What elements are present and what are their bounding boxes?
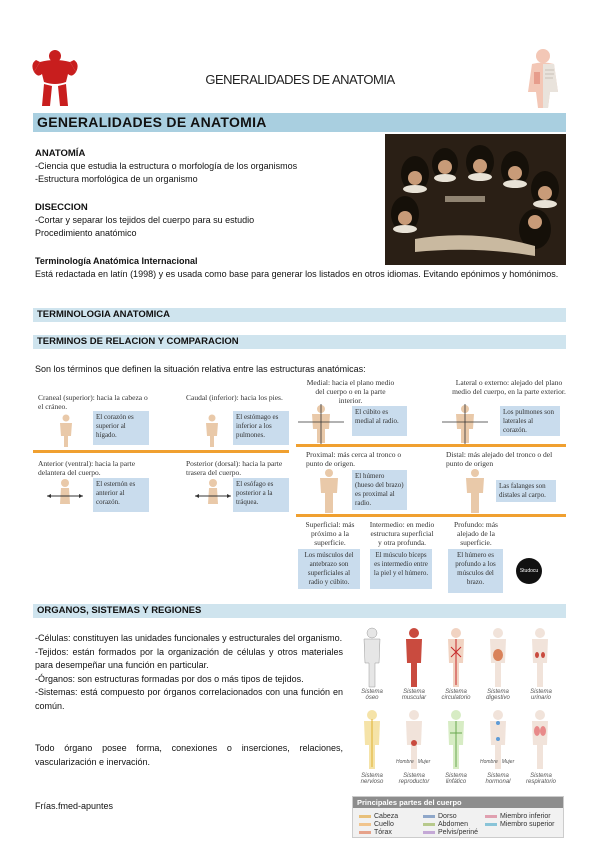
studocu-badge-icon [516, 558, 542, 584]
organos-line: -Sistemas: está compuesto por órganos correlacionados con una función en común. [35, 687, 343, 711]
organos-line: -Células: constituyen las unidades funcionales y estructurales del organismo. [35, 633, 343, 643]
legend-label: Cabeza [374, 813, 399, 820]
sistema-label: Sistema reproductor [398, 773, 430, 785]
card-distal-title: Distal: más alejado del tronco o del punto de origen [446, 450, 553, 468]
legend-label: Tórax [374, 829, 392, 836]
legend-label: Miembro inferior [500, 813, 551, 820]
sistema-label: Sistema digestivo [486, 689, 510, 701]
hombre-mujer-labels [352, 759, 564, 767]
card-caudal-title: Caudal (inferior): hacia los pies. [186, 393, 283, 402]
note-caudal: El estómago es inferior a los pulmones. [233, 411, 289, 445]
legend-swatch [359, 823, 371, 826]
sistema-label: Sistema urinario [530, 689, 552, 701]
legend-item [423, 821, 468, 828]
human-figure-icon [201, 414, 223, 448]
sexo-label: Mujer [501, 759, 515, 765]
legend-swatch [423, 815, 435, 818]
legend-swatch [423, 823, 435, 826]
legend-label: Abdomen [438, 821, 468, 828]
note-superficial: Los músculos del antebrazo son superficiales al radio y cúbito. [298, 549, 360, 589]
card-posterior-title: Posterior (dorsal): hacia la parte trasera del cuerpo. [186, 459, 283, 477]
relacion-intro: Son los términos que definen la situación relativa entre las estructuras anatómicas: [35, 364, 366, 374]
legend-item [485, 821, 554, 828]
terminologia-int-text: Está redactada en latín (1998) y es usada como base para generar los listados en otros idiomas. Evitando epónimos y homónimos. [35, 269, 559, 279]
diseccion-line: -Cortar y separar los tejidos del cuerpo para su estudio [35, 215, 255, 225]
diseccion-heading: DISECCION [35, 202, 88, 213]
studocu-badge-label: Studocu [519, 568, 539, 574]
body-systems-illustration [352, 625, 564, 793]
legend-label: Dorso [438, 813, 457, 820]
organos-definitions [35, 632, 343, 713]
note-medial: El cúbito es medial al radio. [352, 406, 407, 436]
human-figure-icon [314, 468, 344, 514]
organos-line: -Tejidos: están formados por la organización de células y otros materiales para desempeñar una función en particular. [35, 646, 343, 670]
legend-swatch [485, 815, 497, 818]
sistemas-row2-labels [352, 773, 564, 789]
legend-label: Cuello [374, 821, 394, 828]
anatomia-lines [35, 160, 385, 186]
card-craneal-title: Craneal (superior): hacia la cabeza o el cráneo. [38, 393, 148, 411]
anatomy-lesson-painting [385, 134, 566, 265]
anatomia-line: -Ciencia que estudia la estructura o morfología de los organismos [35, 161, 298, 171]
diseccion-lines [35, 214, 385, 240]
legend-swatch [359, 831, 371, 834]
sistema-label: Sistema óseo [361, 689, 383, 701]
note-distal: Las falanges son distales al carpo. [496, 480, 556, 502]
legend-swatch [359, 815, 371, 818]
legend-swatch [485, 823, 497, 826]
card-intermedio-title: Intermedio: en medio estructura superficial y otra profunda. [369, 520, 435, 547]
human-figure-icon [460, 468, 490, 514]
note-profundo: El húmero es profundo a los músculos del brazo. [448, 549, 503, 593]
section-organos [33, 604, 566, 618]
terminologia-int-heading: Terminología Anatómica Internacional [35, 256, 198, 266]
sistema-label: Sistema respiratorio [525, 773, 556, 785]
side-figure-icon [45, 478, 85, 514]
divider-orange [296, 514, 566, 517]
card-lateral-title: Lateral o externo: alejado del plano medio del cuerpo, en la parte exterior. [452, 378, 566, 396]
human-figure-icon [55, 414, 77, 448]
section-organos-label: ORGANOS, SISTEMAS Y REGIONES [37, 605, 202, 616]
sistema-label: Sistema circulatorio [441, 689, 471, 701]
note-craneal: El corazón es superior al hígado. [93, 411, 149, 445]
sistema-label: Sistema muscular [401, 689, 427, 701]
section-terminologia [33, 308, 566, 322]
legend-item [359, 829, 392, 836]
card-profundo-title: Profundo: más alejado de la superficie. [454, 520, 498, 547]
page-header-title: GENERALIDADES DE ANATOMIA [205, 72, 395, 87]
divider-orange [33, 450, 289, 453]
legend-swatch [423, 831, 435, 834]
sistemas-row1-labels [352, 689, 564, 705]
sistema-label: Sistema linfático [445, 773, 467, 785]
diseccion-line: Procedimiento anatómico [35, 228, 137, 238]
note-anterior: El esternón es anterior al corazón. [93, 478, 149, 512]
legend-item [423, 813, 457, 820]
legend-item [485, 813, 551, 820]
legend-item [359, 813, 398, 820]
anatomia-line: -Estructura morfológica de un organismo [35, 174, 198, 184]
legend-label: Pelvis/periné [438, 829, 479, 836]
legend-item [359, 821, 394, 828]
note-lateral: Los pulmones son laterales al corazón. [500, 406, 560, 436]
footer-credit: Frías.fmed-apuntes [35, 801, 114, 811]
title-band [33, 113, 566, 132]
card-medial-title: Medial: hacia el plano medio del cuerpo o en la parte interior. [306, 378, 395, 405]
organos-closing: Todo órgano posee forma, conexiones o inserciones, relaciones, vascularización e inervación. [35, 743, 343, 767]
legend-item [423, 829, 478, 836]
legend-label: Miembro superior [500, 821, 555, 828]
body-parts-legend [352, 796, 564, 838]
sexo-label: Mujer [417, 759, 431, 765]
side-figure-icon [193, 478, 233, 514]
card-anterior-title: Anterior (ventral): hacia la parte delantera del cuerpo. [38, 459, 136, 477]
legend-title: Principales partes del cuerpo [353, 797, 563, 808]
sexo-label: Hombre [396, 759, 414, 765]
note-intermedio: El músculo bíceps es intermedio entre la piel y el húmero. [370, 549, 432, 589]
human-figure-icon [440, 404, 490, 444]
main-title: GENERALIDADES DE ANATOMIA [37, 114, 267, 130]
sexo-label: Hombre [480, 759, 498, 765]
section-terminologia-label: TERMINOLOGIA ANATOMICA [37, 309, 170, 320]
note-proximal: El húmero (hueso del brazo) es proximal al radio. [352, 470, 407, 510]
section-relacion-label: TERMINOS DE RELACION Y COMPARACION [37, 336, 239, 347]
card-proximal-title: Proximal: más cerca al tronco o punto de origen. [306, 450, 402, 468]
organos-line: -Órganos: son estructuras formadas por dos o más tipos de tejidos. [35, 673, 304, 684]
note-posterior: El esófago es posterior a la tráquea. [233, 478, 289, 512]
sistema-label: Sistema nervioso [360, 773, 384, 785]
anatomia-heading: ANATOMÍA [35, 148, 86, 159]
card-superficial-title: Superficial: más próximo a la superficie. [305, 520, 355, 547]
human-figure-icon [296, 404, 346, 444]
sistema-label: Sistema hormonal [485, 773, 511, 785]
section-relacion [33, 335, 566, 349]
divider-orange [296, 444, 566, 447]
